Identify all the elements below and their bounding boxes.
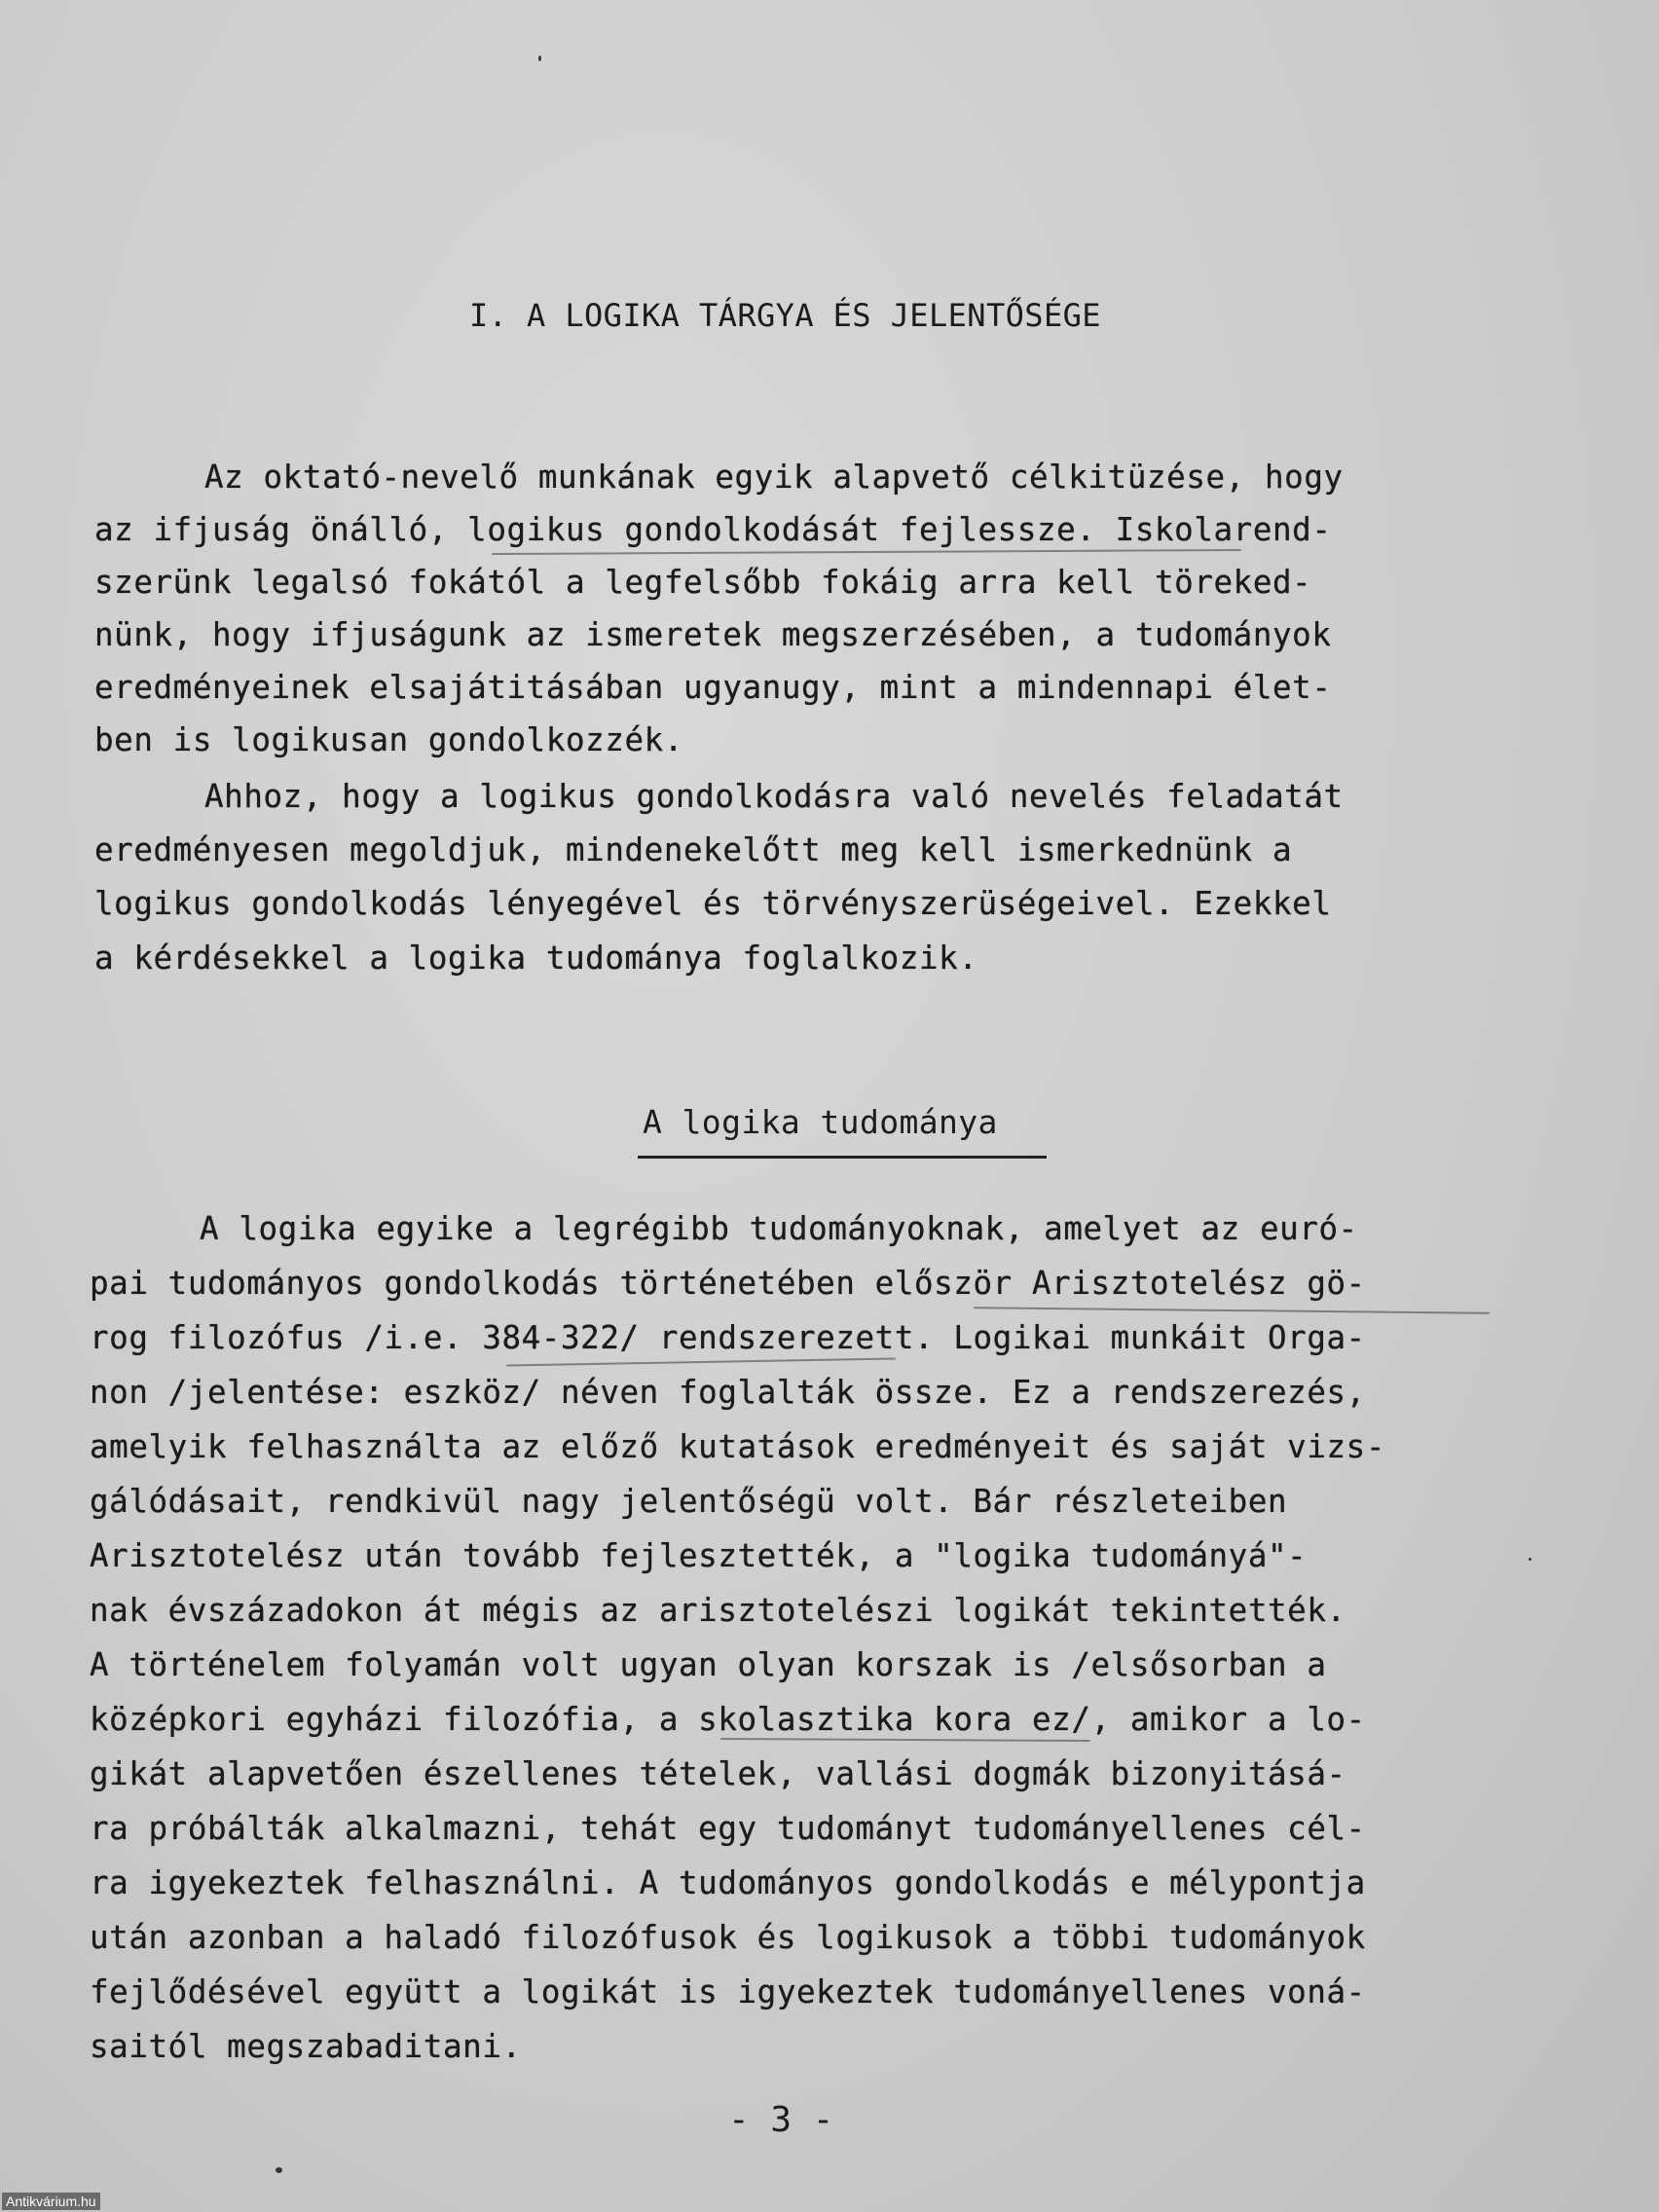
pencil-underline-mark — [720, 1738, 1090, 1742]
text-line: fejlődésével együtt a logikát is igyekeztek tudományellenes voná- — [90, 1973, 1366, 2010]
pencil-underline-mark — [974, 1307, 1490, 1314]
section-heading-underline — [638, 1156, 1047, 1159]
watermark: Antikvárium.hu — [2, 2193, 100, 2210]
text-line: eredményeinek elsajátitásában ugyanugy, mint a mindennapi élet- — [94, 669, 1332, 706]
text-line: nak évszázadokon át mégis az arisztotelészi logikát tekintették. — [90, 1592, 1346, 1629]
text-line: pai tudományos gondolkodás történetében először Arisztotelész gö- — [90, 1265, 1366, 1302]
text-line: rog filozófus /i.e. 384-322/ rendszerezett. Logikai munkáit Orga- — [90, 1319, 1366, 1356]
text-line: gálódásait, rendkivül nagy jelentőségü volt. Bár részleteiben — [90, 1483, 1288, 1520]
text-line: Arisztotelész után tovább fejlesztették, a "logika tudományá"- — [90, 1537, 1308, 1574]
text-line: Ahhoz, hogy a logikus gondolkodásra való nevelés feladatát — [204, 778, 1344, 815]
text-line: után azonban a haladó filozófusok és logikusok a többi tudományok — [90, 1919, 1366, 1956]
text-line: eredményesen megoldjuk, mindenekelőtt meg kell ismerkednünk a — [94, 831, 1293, 868]
text-line: amelyik felhasználta az előző kutatások eredményeit és saját vizs- — [90, 1428, 1385, 1465]
text-line: saitól megszabaditani. — [90, 2028, 522, 2065]
text-line: ra igyekeztek felhasználni. A tudományos gondolkodás e mélypontja — [90, 1864, 1366, 1901]
paper-speck — [538, 55, 541, 61]
text-line: középkori egyházi filozófia, a skolasztika kora ez/, amikor a lo- — [90, 1701, 1366, 1738]
text-line: a kérdésekkel a logika tudománya foglalkozik. — [94, 940, 978, 977]
text-line: logikus gondolkodás lényegével és törvényszerüségeivel. Ezekkel — [94, 885, 1332, 922]
paper-speck — [1529, 1558, 1531, 1561]
chapter-title: I. A LOGIKA TÁRGYA ÉS JELENTŐSÉGE — [469, 297, 1101, 334]
text-line: gikát alapvetően észellenes tételek, vallási dogmák bizonyitásá- — [90, 1755, 1346, 1792]
text-line: ben is logikusan gondolkozzék. — [94, 721, 683, 758]
text-line: non /jelentése: eszköz/ néven foglalták össze. Ez a rendszerezés, — [90, 1374, 1366, 1411]
text-line: nünk, hogy ifjuságunk az ismeretek megszerzésében, a tudományok — [94, 616, 1332, 653]
paper-speck — [276, 2167, 282, 2173]
text-line: ra próbálták alkalmazni, tehát egy tudományt tudományellenes cél- — [90, 1810, 1366, 1847]
text-line: Az oktató-nevelő munkának egyik alapvető célkitüzése, hogy — [204, 459, 1344, 496]
text-line: az ifjuság önálló, logikus gondolkodását fejlessze. Iskolarend- — [94, 511, 1332, 548]
page-number: - 3 - — [728, 2100, 834, 2140]
pencil-underline-mark — [506, 1358, 896, 1367]
text-line: A történelem folyamán volt ugyan olyan korszak is /elsősorban a — [90, 1646, 1327, 1683]
text-line: A logika egyike a legrégibb tudományoknak, amelyet az euró- — [200, 1210, 1358, 1247]
pencil-underline-mark — [492, 549, 1241, 555]
text-line: szerünk legalsó fokától a legfelsőbb fokáig arra kell töreked- — [94, 564, 1312, 601]
section-heading: A logika tudománya — [643, 1103, 998, 1141]
